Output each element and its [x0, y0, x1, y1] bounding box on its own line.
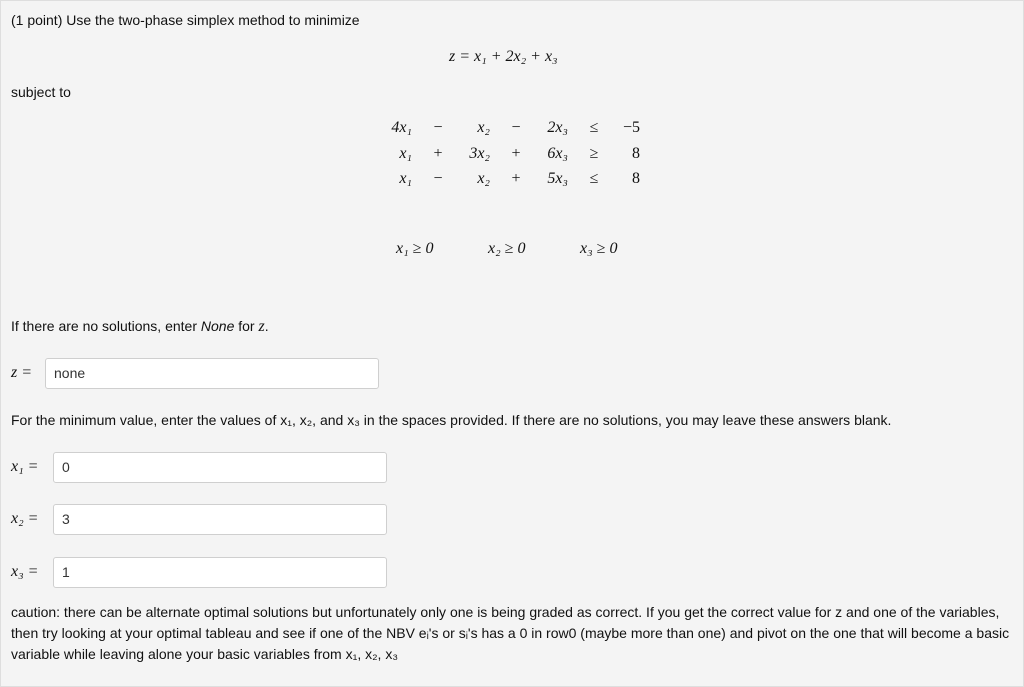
constraint-operator: + [433, 145, 443, 162]
constraint-operator: + [511, 145, 521, 162]
constraint-rhs: 8 [632, 145, 640, 162]
constraint-relation: ≤ [589, 119, 599, 136]
constraint-term-x1: x₁ [399, 170, 412, 187]
note-variable: z [258, 318, 265, 335]
constraint-term-x3: 5x₃ [547, 170, 568, 187]
subject-to-label: subject to [11, 84, 71, 100]
x3-label: x₃ = [11, 563, 39, 580]
objective-function: z = x₁ + 2x₂ + x₃ [449, 48, 558, 65]
none-keyword: None [200, 318, 235, 334]
constraint-term-x2: 3x₂ [469, 145, 490, 162]
note-text: for [234, 318, 259, 334]
constraint-operator: + [511, 170, 521, 187]
constraint-term-x2: x₂ [477, 119, 490, 136]
nonnegativity-x3: x₃ ≥ 0 [580, 240, 618, 257]
constraint-operator: − [433, 170, 443, 187]
z-answer-input[interactable]: none [45, 358, 379, 389]
nonnegativity-x1: x₁ ≥ 0 [396, 240, 434, 257]
problem-statement: (1 point) Use the two-phase simplex method to minimize [11, 12, 360, 28]
x2-answer-input[interactable]: 3 [53, 504, 387, 535]
constraint-term-x3: 6x₃ [547, 145, 568, 162]
x3-answer-input[interactable]: 1 [53, 557, 387, 588]
constraint-term-x2: x₂ [477, 170, 490, 187]
x2-label: x₂ = [11, 510, 39, 527]
constraint-term-x1: x₁ [399, 145, 412, 162]
x1-label: x₁ = [11, 458, 39, 475]
x1-answer-input[interactable]: 0 [53, 452, 387, 483]
note-text: If there are no solutions, enter [11, 318, 201, 334]
constraint-operator: − [511, 119, 521, 136]
constraint-term-x1: 4x₁ [391, 119, 412, 136]
min-value-instruction: For the minimum value, enter the values of x₁, x₂, and x₃ in the spaces provided. If there are no solutions, you may leave these answers blank. [11, 412, 892, 428]
constraint-operator: − [433, 119, 443, 136]
constraint-rhs: −5 [622, 119, 640, 136]
nonnegativity-x2: x₂ ≥ 0 [488, 240, 526, 257]
z-label: z = [11, 364, 33, 381]
no-solution-note [11, 318, 269, 336]
constraint-relation: ≤ [589, 170, 599, 187]
constraint-relation: ≥ [589, 145, 599, 162]
note-text: . [264, 318, 269, 334]
caution-note: caution: there can be alternate optimal solutions but unfortunately only one is being graded as correct. If you get the correct value for z and one of the variables, then try looking at your optimal tableau and see if one of the NBV eᵢ's or sᵢ's has a 0 in row0 (maybe more than one) and pivot on the one that will become a basic variable while leaving alone your basic variables from x₁, x₂, x₃ [11, 604, 1010, 662]
constraint-rhs: 8 [632, 170, 640, 187]
constraint-term-x3: 2x₃ [547, 119, 568, 136]
